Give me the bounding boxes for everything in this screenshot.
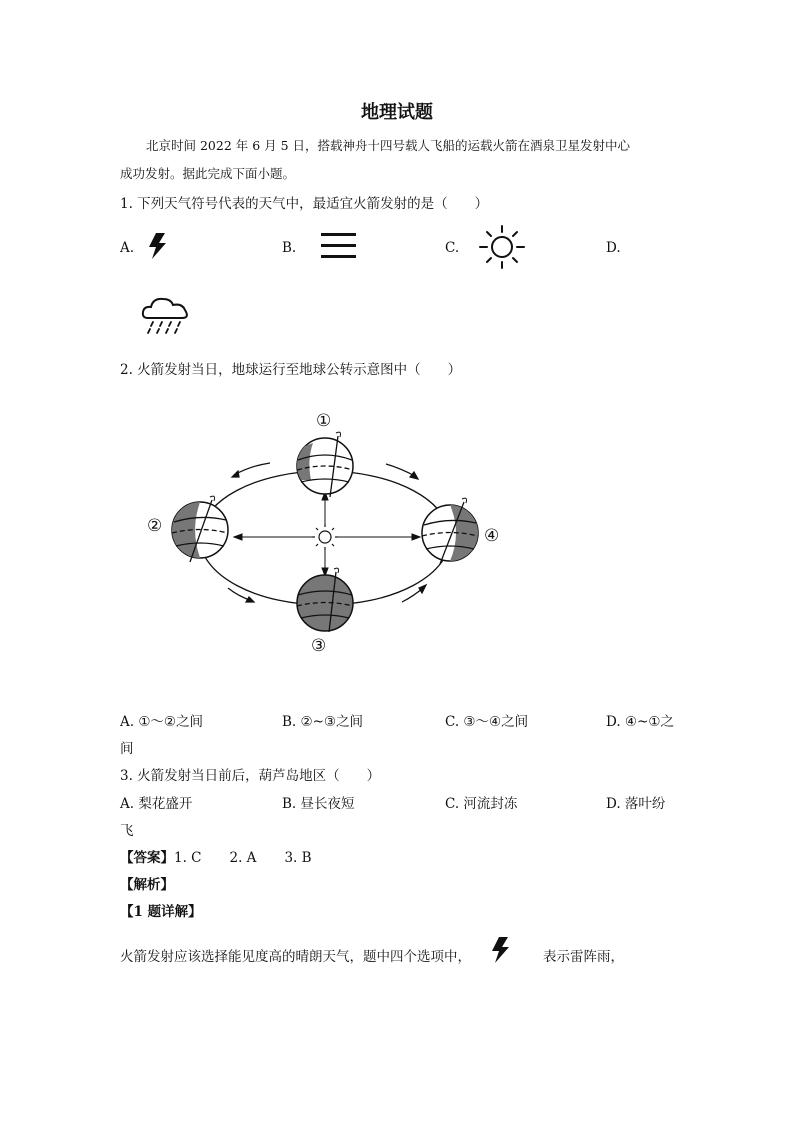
answer-tag: 【答案】 bbox=[120, 850, 174, 866]
fog-icon bbox=[320, 231, 358, 261]
question-2-stem: 2. 火箭发射当日，地球运行至地球公转示意图中（ ） bbox=[120, 362, 462, 378]
q2-option-c: C. ③～④之间 bbox=[445, 714, 529, 730]
earth-orbit-diagram bbox=[130, 400, 520, 670]
rain-icon bbox=[140, 294, 192, 336]
answer-2: 2. A bbox=[229, 850, 257, 866]
q3-option-c: C. 河流封冻 bbox=[445, 796, 518, 812]
explanation-line bbox=[120, 945, 471, 965]
q3-option-b: B. 昼长夜短 bbox=[282, 796, 355, 812]
earth-position-4 bbox=[422, 502, 478, 564]
diagram-label-1: ① bbox=[316, 411, 332, 431]
answer-1: 1. C bbox=[174, 850, 202, 866]
q1-option-b-label: B. bbox=[282, 240, 297, 256]
answer-3: 3. B bbox=[284, 850, 312, 866]
q1-option-a-label: A. bbox=[120, 240, 135, 256]
detail-tag: 【1 题详解】 bbox=[120, 904, 202, 920]
earth-position-1 bbox=[297, 436, 353, 497]
diagram-label-3: ③ bbox=[311, 636, 327, 656]
question-1-stem: 1. 下列天气符号代表的天气中，最适宜火箭发射的是（ ） bbox=[120, 196, 489, 212]
page-title: 地理试题 bbox=[361, 102, 433, 123]
earth-position-3 bbox=[297, 572, 353, 632]
q1-option-c-label: C. bbox=[445, 240, 460, 256]
diagram-label-4: ④ bbox=[484, 526, 500, 546]
q3-option-a: A. 梨花盛开 bbox=[120, 796, 193, 812]
q3-option-d: D. 落叶纷 bbox=[606, 796, 666, 812]
diagram-label-2: ② bbox=[147, 516, 163, 536]
q2-option-d: D. ④~①之 bbox=[606, 714, 674, 730]
intro-line-2: 成功发射。据此完成下面小题。 bbox=[120, 166, 296, 181]
q3-option-d-wrap: 飞 bbox=[120, 823, 134, 839]
sun-icon bbox=[478, 225, 526, 269]
thunderstorm-icon bbox=[146, 232, 168, 260]
thunderstorm-icon bbox=[489, 936, 511, 964]
q2-option-b: B. ②~③之间 bbox=[282, 714, 364, 730]
question-3-stem: 3. 火箭发射当日前后，葫芦岛地区（ ） bbox=[120, 768, 381, 784]
explanation-part-1: 火箭发射应该选择能见度高的晴朗天气，题中四个选项中， bbox=[120, 949, 471, 965]
intro-line-1: 北京时间 2022 年 6 月 5 日，搭载神舟十四号载人飞船的运载火箭在酒泉卫星发射中心 bbox=[146, 138, 631, 153]
explanation-part-2: 表示雷阵雨， bbox=[543, 949, 624, 965]
q2-option-d-wrap: 间 bbox=[120, 741, 134, 757]
q1-option-d-label: D. bbox=[606, 240, 621, 256]
sun-symbol bbox=[312, 524, 338, 550]
q2-option-a: A. ①～②之间 bbox=[120, 714, 204, 730]
analysis-tag: 【解析】 bbox=[120, 877, 174, 893]
answer-line bbox=[120, 846, 312, 866]
earth-position-2 bbox=[172, 500, 228, 562]
